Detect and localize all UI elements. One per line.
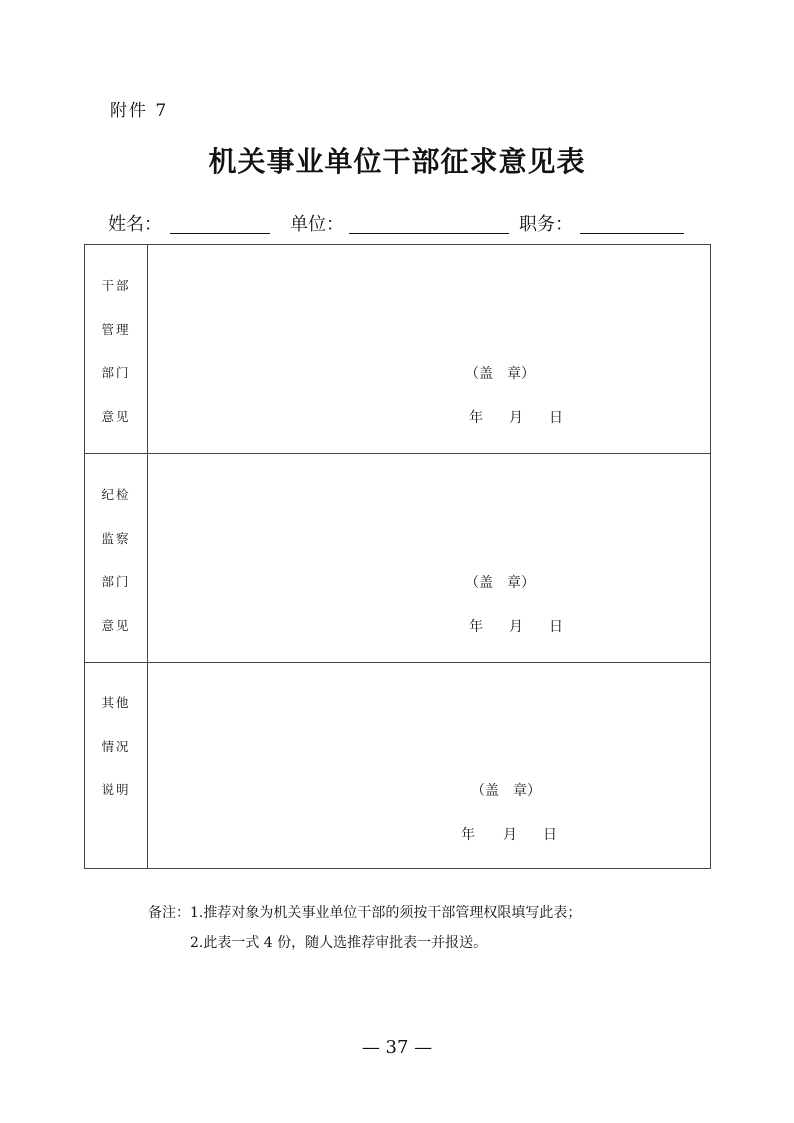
opinion-input-area[interactable] — [148, 454, 710, 662]
section-label-line: 监察 — [101, 531, 131, 546]
cadre-management-section — [85, 245, 710, 454]
section-label-cell — [85, 245, 148, 453]
section-label-line: 纪检 — [101, 487, 131, 502]
month-label: 月 — [509, 410, 523, 426]
day-label: 日 — [543, 827, 557, 843]
note-line-2: 2.此表一式 4 份，随人选推荐审批表一并报送。 — [190, 935, 488, 951]
year-label: 年 — [461, 827, 475, 843]
date-line — [469, 616, 569, 636]
day-label: 日 — [549, 410, 563, 426]
form-title: 机关事业单位干部征求意见表 — [208, 145, 586, 178]
note-line-1: 备注：1.推荐对象为机关事业单位干部的须按干部管理权限填写此表； — [148, 905, 582, 921]
discipline-inspection-section — [85, 454, 710, 663]
section-label-line: 部门 — [101, 365, 131, 380]
section-label-line: 意见 — [101, 618, 131, 633]
unit-field[interactable] — [349, 233, 509, 234]
date-line — [461, 824, 561, 844]
name-field[interactable] — [170, 233, 270, 234]
header-fields — [0, 211, 794, 239]
attachment-label: 附件 7 — [110, 101, 169, 121]
section-label-line: 部门 — [101, 574, 131, 589]
other-situation-section — [85, 663, 710, 868]
section-label-line: 说明 — [101, 782, 131, 797]
section-label-cell — [85, 663, 148, 868]
section-label-line: 意见 — [101, 409, 131, 424]
name-label: 姓名： — [108, 214, 162, 235]
section-label-line: 干部 — [101, 278, 131, 293]
opinion-input-area[interactable] — [148, 663, 710, 868]
opinion-input-area[interactable] — [148, 245, 710, 453]
seal-text: （盖 章） — [465, 575, 535, 591]
opinion-table — [84, 244, 711, 869]
section-label-line: 其他 — [101, 695, 131, 710]
year-label: 年 — [469, 619, 483, 635]
position-field[interactable] — [580, 233, 684, 234]
month-label: 月 — [509, 619, 523, 635]
year-label: 年 — [469, 410, 483, 426]
section-label-line: 情况 — [101, 739, 131, 754]
seal-text: （盖 章） — [471, 783, 541, 799]
unit-label: 单位： — [290, 214, 344, 235]
page-number: — 37 — — [361, 1037, 433, 1058]
position-label: 职务： — [519, 214, 573, 235]
section-label-cell — [85, 454, 148, 662]
date-line — [469, 407, 569, 427]
section-label-line: 管理 — [101, 322, 131, 337]
notes — [148, 898, 581, 958]
seal-text: （盖 章） — [465, 366, 535, 382]
day-label: 日 — [549, 619, 563, 635]
month-label: 月 — [503, 827, 517, 843]
